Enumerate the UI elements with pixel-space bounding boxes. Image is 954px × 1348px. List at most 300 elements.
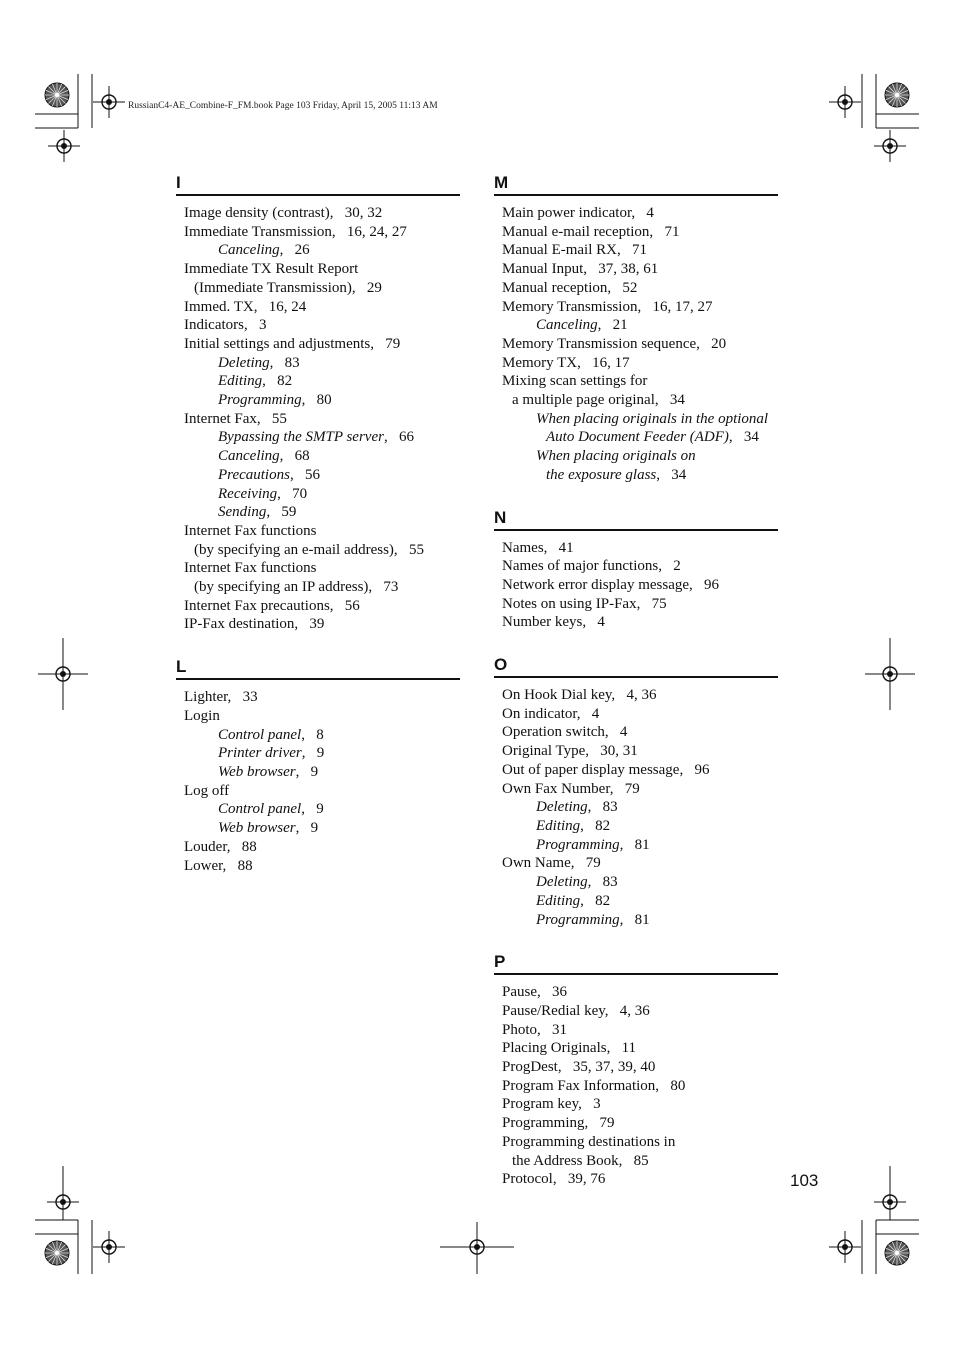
index-entry (184, 838, 460, 857)
index-term: Protocol, (502, 1171, 557, 1188)
term-page-gap (662, 558, 673, 574)
index-term: Programming, (502, 1115, 589, 1132)
index-entry (502, 892, 778, 911)
index-term: Login (184, 707, 220, 724)
page-reference[interactable]: 80 (316, 392, 332, 409)
index-term: Auto Document Feeder (ADF) (546, 429, 729, 446)
index-entry (502, 1152, 778, 1171)
page-reference[interactable]: 34 (743, 429, 759, 446)
index-term: Bypassing the SMTP server (218, 429, 384, 446)
index-term: Control panel (218, 801, 302, 818)
page-reference[interactable]: 80 (670, 1077, 686, 1094)
term-page-gap (398, 542, 409, 558)
index-entry (502, 742, 778, 761)
term-page-gap (334, 205, 345, 221)
page-reference[interactable]: 4, 36 (619, 1002, 650, 1019)
term-page-gap (541, 984, 552, 1000)
term-page-gap (641, 299, 652, 315)
index-term: Photo, (502, 1021, 541, 1038)
page-reference[interactable]: 34 (671, 466, 687, 483)
page-reference[interactable]: 16, 17, 27 (652, 298, 713, 315)
comma-separator: , (277, 485, 281, 502)
index-term: Initial settings and adjustments, (184, 335, 374, 352)
page-reference[interactable]: 37, 38, 61 (598, 261, 659, 278)
index-section (494, 654, 778, 929)
page-reference[interactable]: 52 (622, 279, 638, 296)
index-term: Internet Fax precautions, (184, 597, 334, 614)
index-term: Program key, (502, 1096, 582, 1113)
index-entry (502, 354, 778, 373)
index-term: Notes on using IP-Fax, (502, 595, 641, 612)
page-reference[interactable]: 9 (310, 763, 319, 780)
page-reference[interactable]: 29 (366, 279, 382, 296)
comma-separator: , (262, 373, 266, 390)
index-entry (184, 800, 460, 819)
comma-separator: , (279, 448, 284, 465)
term-page-gap (659, 392, 670, 408)
page-reference[interactable]: 88 (237, 857, 253, 874)
term-page-gap (273, 355, 284, 371)
index-term: Receiving (218, 485, 278, 502)
index-entries (494, 204, 778, 485)
index-term: (Immediate Transmission), (194, 279, 356, 296)
page-reference[interactable]: 83 (284, 354, 300, 371)
page-reference[interactable]: 9 (310, 820, 319, 837)
page-reference[interactable]: 73 (383, 579, 399, 596)
index-entry (502, 428, 778, 447)
index-entry (502, 761, 778, 780)
index-term: Log off (184, 782, 230, 799)
term-page-gap (635, 205, 646, 221)
index-term: Original Type, (502, 743, 589, 760)
index-entry (502, 1021, 778, 1040)
term-page-gap (622, 1153, 633, 1169)
index-term: Main power indicator, (502, 205, 636, 221)
term-page-gap (601, 317, 612, 333)
comma-separator: , (301, 392, 306, 409)
index-section (494, 951, 778, 1189)
index-entry (502, 1039, 778, 1058)
index-term: Names, (502, 539, 548, 556)
index-entry (184, 615, 460, 634)
page-reference[interactable]: 30, 32 (344, 205, 383, 221)
index-term: Lighter, (184, 689, 232, 706)
index-entry (502, 1058, 778, 1077)
term-page-gap (623, 837, 634, 853)
term-page-gap (248, 317, 259, 333)
page-number: 103 (790, 1171, 819, 1190)
term-page-gap (281, 486, 292, 502)
index-entry (184, 466, 460, 485)
page-reference[interactable]: 4, 36 (626, 687, 657, 704)
index-term: Program Fax Information, (502, 1077, 660, 1094)
index-term: Operation switch, (502, 724, 609, 741)
page-reference[interactable]: 33 (242, 689, 258, 706)
term-page-gap (541, 1022, 552, 1038)
index-entry (184, 522, 460, 541)
page-reference[interactable]: 11 (621, 1040, 637, 1057)
index-term: Network error display message, (502, 576, 693, 593)
index-entry (502, 279, 778, 298)
term-page-gap (299, 820, 310, 836)
index-term: Image density (contrast), (184, 205, 334, 221)
page-reference[interactable]: 39, 76 (567, 1171, 606, 1188)
term-page-gap (298, 616, 309, 632)
page-reference[interactable]: 41 (558, 539, 574, 556)
term-page-gap (733, 429, 744, 445)
index-term: Manual E-mail RX, (502, 242, 621, 259)
term-page-gap (562, 1059, 573, 1075)
index-entry (502, 723, 778, 742)
page-reference[interactable]: 79 (585, 855, 601, 872)
page-reference[interactable]: 70 (292, 485, 308, 502)
page-reference[interactable]: 36 (552, 984, 567, 1001)
index-entry (184, 354, 460, 373)
comma-separator: , (279, 242, 284, 259)
comma-separator: , (619, 836, 624, 853)
term-page-gap (640, 596, 651, 612)
index-entry (184, 857, 460, 876)
index-entry (502, 335, 778, 354)
term-page-gap (299, 764, 310, 780)
index-entry (502, 854, 778, 873)
page-reference[interactable]: 35, 37, 39, 40 (572, 1059, 656, 1076)
section-letter: O (494, 654, 778, 678)
term-page-gap (305, 727, 316, 743)
page-reference[interactable]: 82 (277, 373, 293, 390)
page-reference[interactable]: 4 (619, 724, 628, 741)
comma-separator: , (301, 745, 306, 762)
page-reference[interactable]: 83 (602, 799, 618, 816)
page-reference[interactable]: 56 (344, 597, 360, 614)
page-reference[interactable]: 9 (316, 801, 324, 818)
term-page-gap (547, 540, 558, 556)
term-page-gap (584, 818, 595, 834)
section-letter: I (176, 172, 460, 196)
term-page-gap (356, 280, 367, 296)
file-header: RussianC4-AE_Combine-F_FM.book Page 103 Friday, April 15, 2005 11:13 AM (128, 101, 438, 111)
term-page-gap (591, 874, 602, 890)
term-page-gap (693, 577, 704, 593)
term-page-gap (336, 224, 347, 240)
term-page-gap (270, 504, 281, 520)
term-page-gap (609, 1003, 620, 1019)
term-page-gap (615, 687, 626, 703)
page-reference[interactable]: 88 (241, 838, 257, 855)
term-page-gap (582, 1096, 593, 1112)
comma-separator: , (619, 911, 624, 928)
term-page-gap (306, 745, 317, 761)
left-index-column (176, 172, 460, 897)
page-reference[interactable]: 26 (294, 242, 310, 259)
index-section (176, 172, 460, 634)
index-term: Control panel (218, 726, 302, 743)
index-entry (502, 576, 778, 595)
index-term: Number keys, (502, 614, 587, 631)
comma-separator: , (580, 892, 584, 909)
page-reference[interactable]: 96 (704, 576, 720, 593)
section-letter: L (176, 656, 460, 680)
index-term: Programming (536, 911, 620, 928)
term-page-gap (611, 280, 622, 296)
term-page-gap (623, 912, 634, 928)
term-page-gap (589, 743, 600, 759)
index-entry (184, 726, 460, 745)
index-entry (502, 260, 778, 279)
index-term: Memory Transmission sequence, (502, 335, 700, 352)
index-term: Printer driver (218, 745, 302, 762)
page-reference[interactable]: 3 (258, 317, 267, 334)
page-reference[interactable]: 55 (271, 410, 287, 427)
page-reference[interactable]: 3 (593, 1096, 601, 1113)
page-reference[interactable]: 68 (294, 448, 310, 465)
page-reference[interactable]: 96 (694, 761, 710, 778)
index-entry (184, 335, 460, 354)
index-term: Editing (536, 892, 581, 909)
index-entry (184, 707, 460, 726)
term-page-gap (574, 855, 585, 871)
term-page-gap (586, 614, 597, 630)
index-term: Manual e-mail reception, (502, 223, 654, 240)
page-reference[interactable]: 30, 31 (600, 743, 638, 760)
term-page-gap (659, 1078, 670, 1094)
page-reference[interactable]: 39 (309, 616, 325, 633)
index-entry (502, 391, 778, 410)
index-entry (184, 223, 460, 242)
index-entry (502, 447, 778, 466)
index-term: Web browser (218, 763, 296, 780)
index-entry (502, 410, 778, 429)
index-entry (502, 911, 778, 930)
comma-separator: , (383, 429, 388, 446)
index-entry (184, 559, 460, 578)
term-page-gap (700, 336, 711, 352)
index-entry (184, 241, 460, 260)
index-entry (184, 447, 460, 466)
index-term: Pause, (502, 984, 541, 1001)
term-page-gap (609, 724, 620, 740)
section-letter: M (494, 172, 778, 196)
index-entry (502, 686, 778, 705)
page-reference[interactable]: 81 (634, 911, 650, 928)
term-page-gap (294, 467, 305, 483)
index-term: Own Fax Number, (502, 780, 614, 797)
index-entry (184, 260, 460, 279)
index-term: ProgDest, (502, 1059, 562, 1076)
page-reference[interactable]: 79 (624, 780, 640, 797)
index-entry (184, 503, 460, 522)
index-term: the exposure glass (546, 466, 657, 483)
index-term: Editing (536, 817, 581, 834)
index-entry (502, 1077, 778, 1096)
page-reference[interactable]: 34 (669, 392, 685, 409)
page-reference[interactable]: 4 (591, 705, 600, 722)
page-reference[interactable]: 75 (651, 595, 667, 612)
index-entry (502, 204, 778, 223)
index-entry (502, 983, 778, 1002)
index-entries (494, 686, 778, 929)
index-term: Web browser (218, 820, 296, 837)
term-page-gap (581, 706, 592, 722)
index-entry (502, 705, 778, 724)
page-reference[interactable]: 59 (281, 504, 297, 521)
section-letter: N (494, 507, 778, 531)
term-page-gap (230, 839, 241, 855)
index-term: Names of major functions, (502, 558, 662, 575)
comma-separator: , (295, 820, 300, 837)
term-page-gap (621, 242, 632, 258)
term-page-gap (584, 893, 595, 909)
index-entry (502, 557, 778, 576)
index-term: Lower, (184, 857, 227, 874)
index-entry (502, 817, 778, 836)
term-page-gap (683, 762, 694, 778)
page-reference[interactable]: 55 (408, 541, 424, 558)
index-term: Manual Input, (502, 261, 587, 278)
index-entry (502, 298, 778, 317)
index-entry (502, 1114, 778, 1133)
index-term: Internet Fax, (184, 410, 261, 427)
index-entries (176, 688, 460, 875)
index-term: Programming (218, 392, 302, 409)
page-reference[interactable]: 81 (634, 836, 650, 853)
index-term: On indicator, (502, 705, 581, 722)
page-reference[interactable]: 9 (316, 745, 325, 762)
page-reference[interactable]: 82 (595, 892, 611, 909)
term-page-gap (305, 392, 316, 408)
index-entry (184, 819, 460, 838)
index-entry (184, 541, 460, 560)
term-page-gap (388, 429, 399, 445)
page-reference[interactable]: 16, 24 (268, 298, 307, 315)
index-term: Deleting (536, 874, 588, 891)
index-entry (184, 763, 460, 782)
index-entry (502, 539, 778, 558)
index-term: Canceling (218, 448, 280, 465)
term-page-gap (653, 224, 664, 240)
term-page-gap (581, 355, 592, 371)
term-page-gap (374, 336, 385, 352)
term-page-gap (305, 801, 316, 817)
comma-separator: , (597, 317, 602, 334)
page-reference[interactable]: 71 (664, 223, 680, 240)
comma-separator: , (301, 726, 305, 743)
index-entry (184, 782, 460, 801)
index-term: Canceling (536, 317, 598, 334)
page-reference[interactable]: 4 (597, 614, 605, 631)
index-term: Canceling (218, 242, 280, 259)
page-reference[interactable]: 66 (398, 429, 414, 446)
index-entry (502, 316, 778, 335)
page-reference[interactable]: 79 (599, 1115, 615, 1132)
index-term: When placing originals on (536, 448, 696, 465)
index-entry (502, 1133, 778, 1152)
index-term: Internet Fax functions (184, 560, 317, 577)
term-page-gap (334, 598, 345, 614)
page-reference[interactable]: 79 (385, 335, 401, 352)
index-term: Memory Transmission, (502, 298, 642, 315)
index-term: (by specifying an e-mail address), (194, 541, 398, 558)
index-entry (502, 1170, 778, 1189)
term-page-gap (257, 299, 268, 315)
page-reference[interactable]: 71 (631, 242, 647, 259)
index-entries (494, 539, 778, 633)
index-entry (184, 688, 460, 707)
index-entry (502, 1095, 778, 1114)
page-reference[interactable]: 20 (711, 335, 727, 352)
index-term: Memory TX, (502, 354, 581, 371)
page-reference[interactable]: 83 (602, 874, 618, 891)
index-term: a multiple page original, (512, 392, 659, 409)
index-term: Immediate TX Result Report (184, 261, 359, 278)
term-page-gap (372, 579, 383, 595)
index-entry (184, 578, 460, 597)
index-term: Immed. TX, (184, 298, 258, 315)
page-reference[interactable]: 21 (612, 317, 628, 334)
page-reference[interactable]: 82 (595, 817, 611, 834)
index-term: Editing (218, 373, 263, 390)
index-term: When placing originals in the optional (536, 410, 769, 427)
index-term: Manual reception, (502, 279, 612, 296)
term-page-gap (587, 261, 598, 277)
index-entry (184, 744, 460, 763)
page-reference[interactable]: 85 (633, 1152, 649, 1169)
index-term: Own Name, (502, 855, 575, 872)
index-term: Pause/Redial key, (502, 1002, 609, 1019)
term-page-gap (660, 467, 671, 483)
index-entry (184, 372, 460, 391)
comma-separator: , (587, 874, 592, 891)
page-reference[interactable]: 8 (316, 726, 324, 743)
index-entry (184, 298, 460, 317)
index-entry (502, 466, 778, 485)
term-page-gap (283, 448, 294, 464)
index-term: Immediate Transmission, (184, 223, 336, 240)
index-entry (184, 428, 460, 447)
index-term: Placing Originals, (502, 1040, 611, 1057)
index-entry (184, 391, 460, 410)
term-page-gap (261, 411, 272, 427)
right-index-column (494, 172, 778, 1211)
page-reference[interactable]: 56 (304, 466, 320, 483)
index-term: Sending (218, 504, 267, 521)
index-term: IP-Fax destination, (184, 616, 299, 633)
page-reference[interactable]: 2 (673, 558, 681, 575)
index-entry (502, 780, 778, 799)
index-entry (184, 485, 460, 504)
page-reference[interactable]: 4 (646, 205, 654, 221)
index-entry (502, 223, 778, 242)
index-entry (502, 1002, 778, 1021)
comma-separator: , (587, 799, 592, 816)
page-reference[interactable]: 16, 17 (592, 354, 630, 371)
index-entry (184, 410, 460, 429)
index-entry (502, 613, 778, 632)
index-section (494, 172, 778, 485)
term-page-gap (557, 1171, 568, 1187)
page-reference[interactable]: 31 (552, 1021, 568, 1038)
comma-separator: , (728, 429, 733, 446)
index-term: Deleting (218, 354, 270, 371)
comma-separator: , (656, 466, 661, 483)
page-reference[interactable]: 16, 24, 27 (346, 223, 407, 240)
comma-separator: , (295, 763, 300, 780)
index-term: Internet Fax functions (184, 522, 317, 539)
index-term: the Address Book, (512, 1152, 623, 1169)
index-entry (502, 372, 778, 391)
index-term: On Hook Dial key, (502, 687, 616, 704)
comma-separator: , (580, 817, 584, 834)
